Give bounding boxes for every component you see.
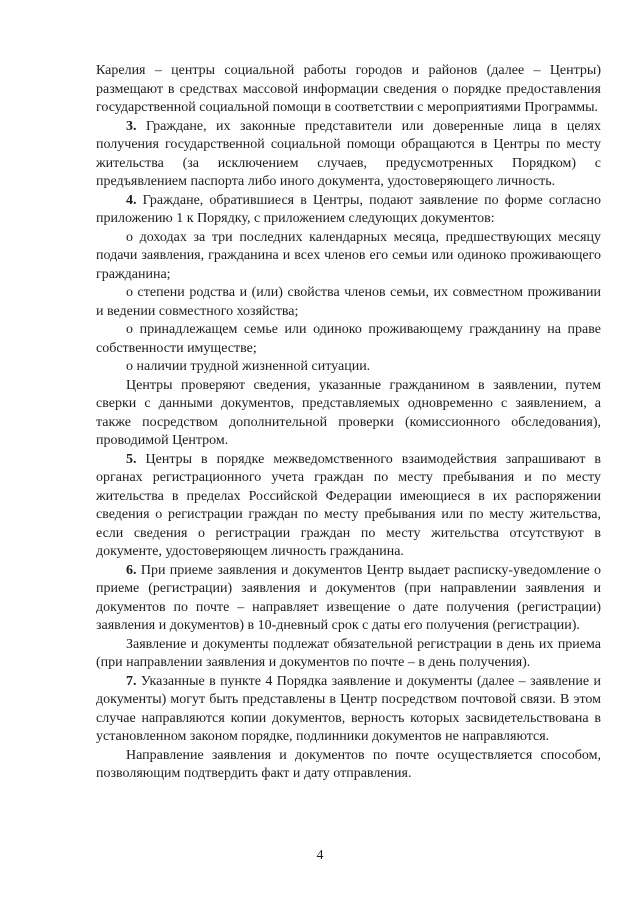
paragraph-11 <box>96 636 601 673</box>
paragraph-number: 5. <box>126 451 137 467</box>
paragraph-text: о принадлежащем семье или одиноко проживающему гражданину на праве собственности имуществе; <box>96 322 601 356</box>
paragraph-text: Граждане, их законные представители или доверенные лица в целях получения государственной социальной помощи обращаются в Центры по месту жительства (за исключением случаев, предусмотренных Порядком) с предъявлением паспорта либо иного документа, удостоверяющего личность. <box>96 118 601 189</box>
paragraph-3 <box>96 192 601 229</box>
paragraph-5 <box>96 284 601 321</box>
paragraph-text: Центры проверяют сведения, указанные гражданином в заявлении, путем сверки с данными документов, представляемых одновременно с заявлением, а также посредством дополнительной проверки (комиссионного обследования), проводимой Центром. <box>96 377 601 448</box>
paragraph-text: Заявление и документы подлежат обязательной регистрации в день их приема (при направлении заявления и документов по почте – в день получения). <box>96 636 601 670</box>
paragraph-text: Направление заявления и документов по почте осуществляется способом, позволяющим подтвердить факт и дату отправления. <box>96 747 601 781</box>
paragraph-text: о наличии трудной жизненной ситуации. <box>126 359 371 374</box>
paragraph-text: Граждане, обратившиеся в Центры, подают заявление по форме согласно приложению 1 к Порядку, с приложением следующих документов: <box>96 192 602 226</box>
paragraph-8 <box>96 377 601 451</box>
paragraph-number: 6. <box>126 562 137 578</box>
paragraph-number: 4. <box>126 192 137 208</box>
paragraph-7 <box>96 358 601 377</box>
paragraph-text: При приеме заявления и документов Центр выдает расписку-уведомление о приеме (регистрации) заявления и документов (при направлении заявления и документов по почте – направляет извещение о дате получения (регистрации) заявления и документов) в 10-дневный срок с даты его получения (регистрации). <box>96 562 602 633</box>
paragraph-number: 3. <box>126 118 137 134</box>
paragraph-9 <box>96 451 601 562</box>
paragraph-13 <box>96 747 601 784</box>
paragraph-number: 7. <box>126 673 137 689</box>
paragraph-12 <box>96 673 601 747</box>
paragraph-2 <box>96 118 601 192</box>
paragraph-text: Карелия – центры социальной работы городов и районов (далее – Центры) размещают в средствах массовой информации сведения о порядке предоставления государственной социальной помощи в соответствии с мероприятиями Программы. <box>96 63 601 115</box>
paragraph-text: о степени родства и (или) свойства членов семьи, их совместном проживании и ведении совместного хозяйства; <box>96 285 601 319</box>
paragraph-text: о доходах за три последних календарных месяца, предшествующих месяцу подачи заявления, гражданина и всех членов его семьи или одиноко проживающего гражданина; <box>96 229 601 282</box>
paragraph-1 <box>96 62 601 118</box>
page-number: 4 <box>316 848 324 863</box>
paragraph-10 <box>96 562 601 636</box>
paragraph-text: Указанные в пункте 4 Порядка заявление и документы (далее – заявление и документы) могут быть представлены в Центр посредством почтовой связи. В этом случае направляются копии документов, верность которых засвидетельствована в установленном законом порядке, подлинники документов не направляются. <box>96 673 601 744</box>
paragraph-4 <box>96 229 601 285</box>
paragraph-text: Центры в порядке межведомственного взаимодействия запрашивают в органах регистрационного учета граждан по месту пребывания и по месту жительства в пределах Российской Федерации имеющиеся в их распоряжении сведения о регистрации граждан по месту пребывания или по месту жительства, если сведения о регистрации граждан по месту жительства отсутствуют в документе, удостоверяющем личность гражданина. <box>96 451 601 559</box>
document-body <box>96 62 601 784</box>
paragraph-6 <box>96 321 601 358</box>
